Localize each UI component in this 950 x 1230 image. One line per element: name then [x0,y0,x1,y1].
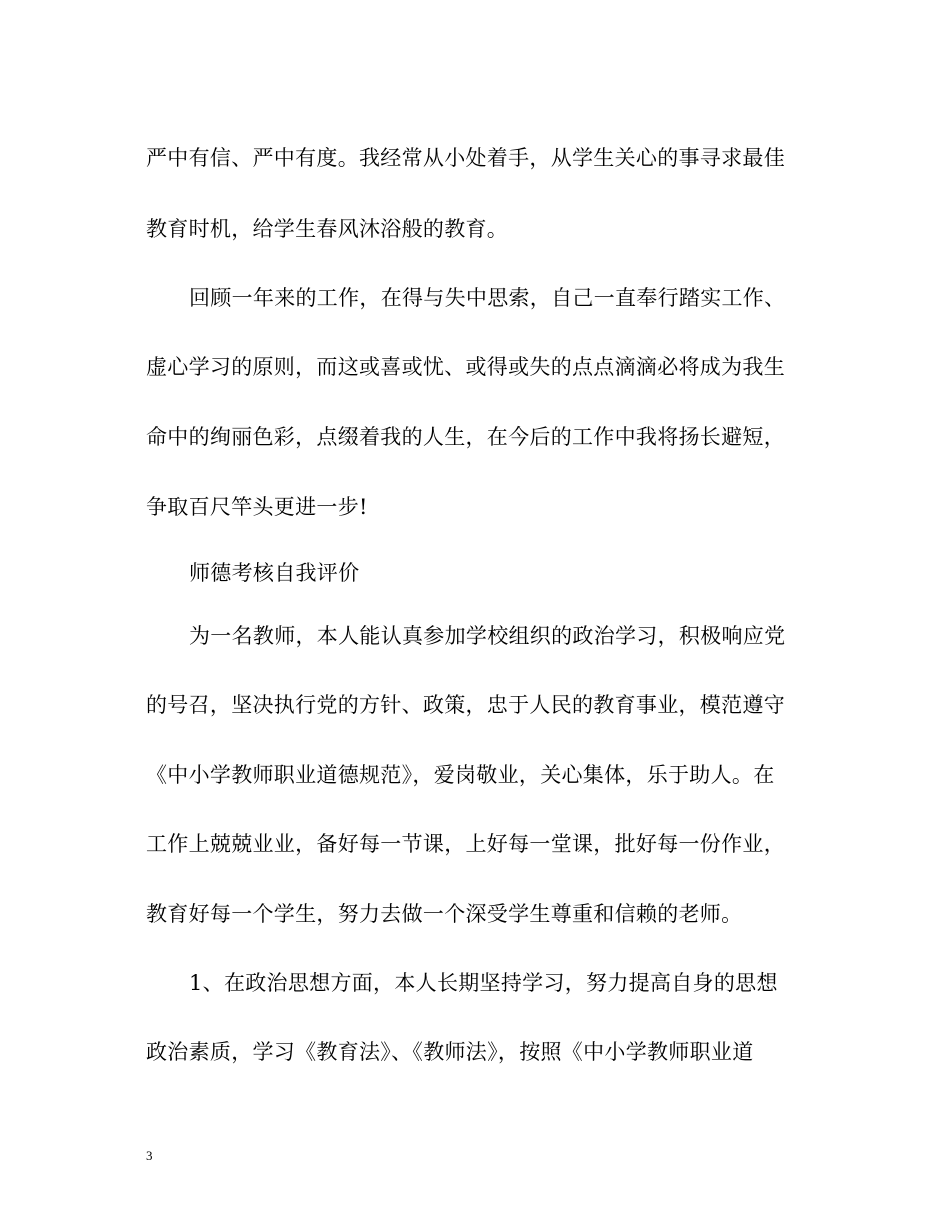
text-line: 虚心学习的原则，而这或喜或忧、或得或失的点点滴滴必将成为我生 [146,355,785,379]
text-line: 《中小学教师职业道德规范》，爱岗敬业，关心集体，乐于助人。在 [146,763,775,787]
text-line: 教育时机，给学生春风沐浴般的教育。 [146,217,509,241]
text-line: 命中的绚丽色彩，点缀着我的人生，在今后的工作中我将扬长避短， [146,425,785,449]
text-line: 的号召，坚决执行党的方针、政策，忠于人民的教育事业，模范遵守 [146,693,785,717]
text-line: 为一名教师，本人能认真参加学校组织的政治学习，积极响应党 [189,624,786,648]
text-line: 1、在政治思想方面，本人长期坚持学习，努力提高自身的思想 [189,971,778,995]
text-line: 教育好每一个学生，努力去做一个深受学生尊重和信赖的老师。 [146,902,743,926]
page-number: 3 [146,1148,153,1163]
text-line: 回顾一年来的工作，在得与失中思索，自己一直奉行踏实工作、 [189,286,786,310]
text-line: 严中有信、严中有度。我经常从小处着手，从学生关心的事寻求最佳 [146,146,785,170]
text-line: 政治素质，学习《教育法》、《教师法》，按照《中小学教师职业道 [146,1040,754,1064]
text-line: 工作上兢兢业业，备好每一节课，上好每一堂课，批好每一份作业， [146,832,785,856]
section-heading: 师德考核自我评价 [189,561,360,585]
text-line: 争取百尺竿头更进一步! [146,495,368,519]
